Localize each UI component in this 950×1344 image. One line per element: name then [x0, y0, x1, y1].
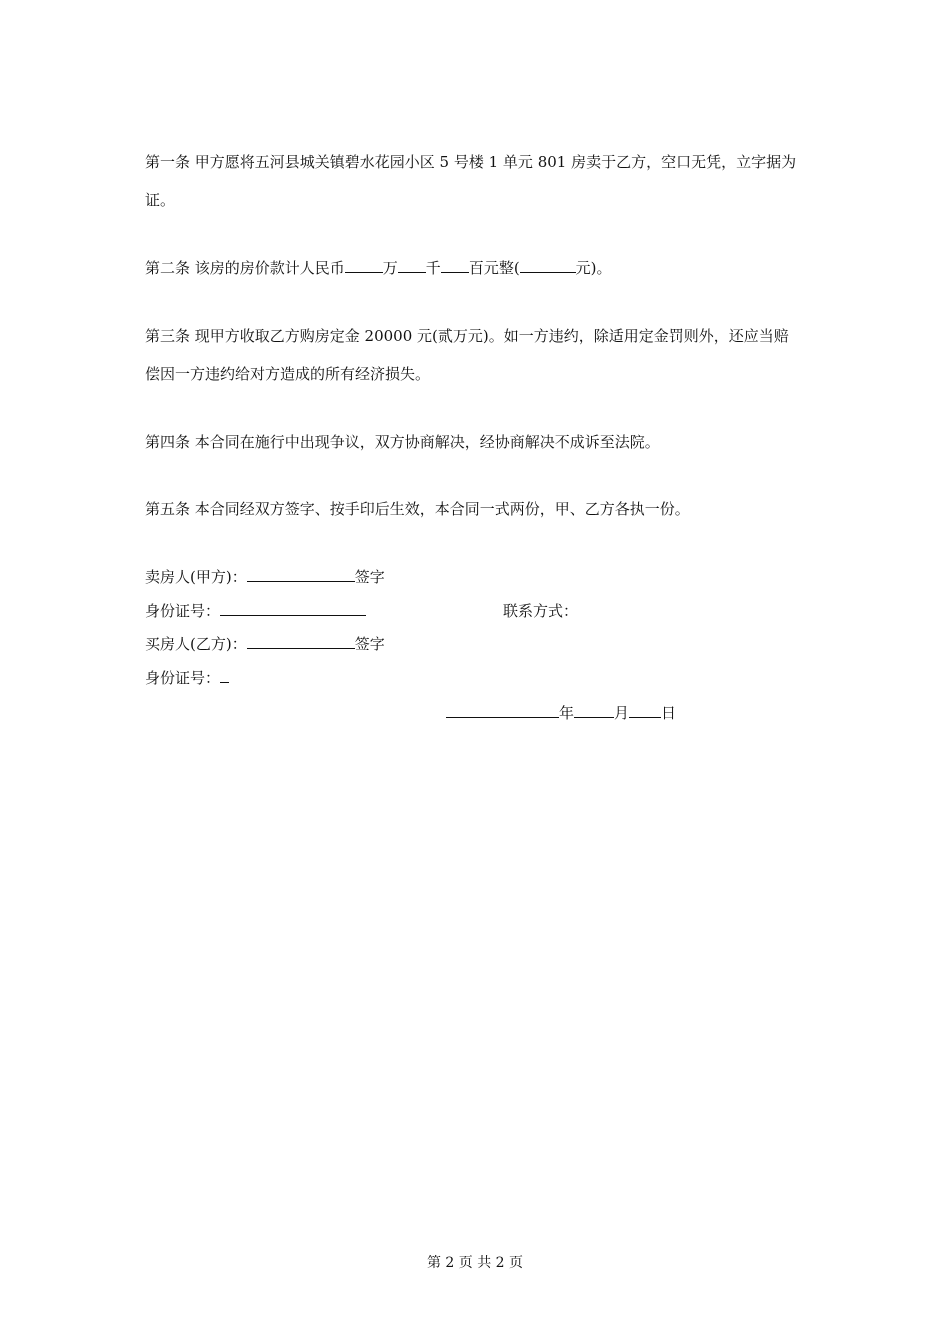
date-month-blank[interactable]: [574, 703, 614, 718]
page-footer: 第 2 页 共 2 页: [426, 1255, 524, 1271]
seller-label: 卖房人(甲方)：: [145, 568, 247, 586]
article-2-qian: 千: [425, 259, 441, 277]
date-day-blank[interactable]: [629, 703, 661, 718]
date-year-label: 年: [559, 704, 575, 722]
blank-qian[interactable]: [398, 258, 426, 273]
buyer-id-blank[interactable]: [220, 668, 229, 683]
article-4: 第四条 本合同在施行中出现争议，双方协商解决，经协商解决不成诉至法院。: [145, 433, 660, 451]
buyer-sign-label: 签字: [354, 635, 385, 653]
seller-signature-blank[interactable]: [247, 567, 355, 582]
buyer-signature-blank[interactable]: [247, 634, 355, 649]
date-row: [446, 703, 676, 723]
article-2: [145, 258, 612, 278]
seller-id-label: 身份证号：: [145, 602, 221, 620]
seller-id-row: [145, 601, 366, 621]
article-2-yuan: 元)。: [575, 259, 612, 277]
date-year-blank[interactable]: [446, 703, 559, 718]
date-day-label: 日: [661, 704, 677, 722]
date-month-label: 月: [614, 704, 630, 722]
article-2-prefix: 第二条 该房的房价款计人民币: [145, 259, 345, 277]
article-1-line-2: 证。: [145, 191, 176, 209]
article-2-wan: 万: [382, 259, 398, 277]
buyer-id-row: [145, 668, 229, 688]
article-2-bai: 百元整(: [468, 259, 520, 277]
seller-sign-label: 签字: [354, 568, 385, 586]
blank-amount[interactable]: [520, 258, 576, 273]
article-3-line-1: 第三条 现甲方收取乙方购房定金 20000 元(贰万元)。如一方违约，除适用定金罚则外，还应当赔: [145, 327, 789, 345]
buyer-label: 买房人(乙方)：: [145, 635, 247, 653]
contact-label: 联系方式：: [503, 602, 579, 620]
article-5: 第五条 本合同经双方签字、按手印后生效，本合同一式两份，甲、乙方各执一份。: [145, 500, 690, 518]
blank-bai[interactable]: [441, 258, 469, 273]
blank-wan[interactable]: [345, 258, 383, 273]
buyer-row: [145, 634, 385, 654]
article-3-line-2: 偿因一方违约给对方造成的所有经济损失。: [145, 365, 431, 383]
seller-row: [145, 567, 385, 587]
buyer-id-label: 身份证号：: [145, 669, 221, 687]
seller-id-blank[interactable]: [220, 601, 366, 616]
article-1-line-1: 第一条 甲方愿将五河县城关镇碧水花园小区 5 号楼 1 单元 801 房卖于乙方，空口无凭，立字据为: [145, 153, 797, 171]
